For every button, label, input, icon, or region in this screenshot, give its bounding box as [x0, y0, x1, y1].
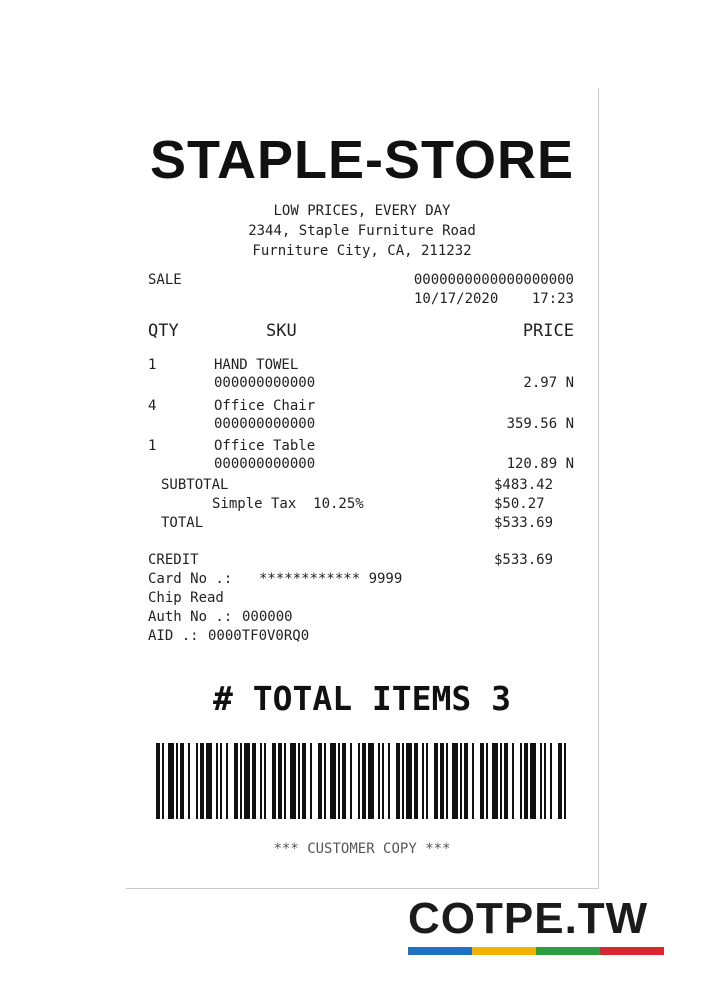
customer-copy: *** CUSTOMER COPY *** [273, 841, 451, 857]
barcode-bar [324, 743, 326, 819]
barcode-bar [378, 743, 380, 819]
barcode-bar [168, 743, 174, 819]
barcode-bar [226, 743, 228, 819]
barcode-bar [264, 743, 266, 819]
payment-method: CREDIT [148, 552, 199, 568]
item-qty: 4 [148, 398, 157, 414]
transaction-date: 10/17/2020 [414, 291, 499, 307]
column-price: PRICE [522, 321, 574, 341]
item-sku: 000000000000 [214, 456, 316, 472]
entry-mode: Chip Read [148, 590, 224, 606]
barcode-bar [206, 743, 212, 819]
barcode-bar [252, 743, 256, 819]
total-items: # TOTAL ITEMS 3 [212, 679, 511, 718]
barcode-bar [500, 743, 502, 819]
barcode-bar [240, 743, 242, 819]
barcode-bar [350, 743, 352, 819]
barcode-bar [338, 743, 340, 819]
item-name: Office Chair [214, 398, 316, 414]
barcode-bar [342, 743, 346, 819]
item-price: 359.56 N [506, 416, 574, 432]
barcode-bar [512, 743, 514, 819]
item-sku: 000000000000 [214, 416, 316, 432]
barcode-bar [216, 743, 218, 819]
barcode-bar [460, 743, 462, 819]
barcode-bar [388, 743, 390, 819]
payment-amount: $533.69 [494, 552, 554, 568]
column-qty: QTY [148, 321, 179, 341]
aid-value: 0000TF0V0RQ0 [208, 628, 310, 644]
barcode-bar [180, 743, 184, 819]
auth-number-label: Auth No .: [148, 609, 233, 625]
transaction-number: 0000000000000000000 [413, 272, 574, 288]
item-qty: 1 [148, 357, 157, 373]
barcode-bar [486, 743, 488, 819]
item-name: HAND TOWEL [214, 357, 299, 373]
barcode-bar [200, 743, 204, 819]
barcode-bar [284, 743, 286, 819]
barcode-bar [310, 743, 312, 819]
barcode-bar [480, 743, 484, 819]
card-number: ************ 9999 [259, 571, 403, 587]
auth-number: 000000 [242, 609, 293, 625]
card-number-label: Card No .: [148, 571, 233, 587]
barcode-bar [504, 743, 508, 819]
barcode-bar [260, 743, 262, 819]
barcode-bar [188, 743, 190, 819]
item-qty: 1 [148, 438, 157, 454]
barcode-bar [318, 743, 322, 819]
store-name: STAPLE-STORE [149, 130, 575, 190]
brand-stripe-yellow [472, 947, 536, 955]
subtotal-value: $483.42 [494, 477, 554, 493]
barcode-bar [426, 743, 428, 819]
barcode-bar [176, 743, 178, 819]
barcode-bar [406, 743, 412, 819]
barcode-bar [558, 743, 562, 819]
barcode-bar [162, 743, 164, 819]
barcode-bar [564, 743, 566, 819]
aid-label: AID .: [148, 628, 199, 644]
barcode-bar [540, 743, 542, 819]
barcode-bar [452, 743, 458, 819]
barcode-bar [302, 743, 306, 819]
barcode-bar [278, 743, 282, 819]
barcode-bar [396, 743, 400, 819]
item-price: 2.97 N [523, 375, 574, 391]
barcode-bar [472, 743, 474, 819]
barcode-bar [524, 743, 528, 819]
barcode-bar [544, 743, 546, 819]
barcode-bar [492, 743, 498, 819]
receipt [126, 88, 599, 889]
total-value: $533.69 [494, 515, 554, 531]
brand-stripe-green [536, 947, 600, 955]
brand-logo: COTPE.TW [408, 894, 649, 943]
brand-stripe-blue [408, 947, 472, 955]
store-slogan: LOW PRICES, EVERY DAY [273, 203, 451, 219]
barcode-bar [298, 743, 300, 819]
item-sku: 000000000000 [214, 375, 316, 391]
barcode-bar [330, 743, 336, 819]
barcode-bar [156, 743, 160, 819]
barcode-bar [358, 743, 360, 819]
barcode-bar [244, 743, 250, 819]
barcode-bar [402, 743, 404, 819]
barcode-bar [446, 743, 448, 819]
barcode-bar [196, 743, 198, 819]
brand-stripe-red [600, 947, 664, 955]
barcode-bar [290, 743, 296, 819]
total-label: TOTAL [161, 515, 204, 531]
barcode-bar [520, 743, 522, 819]
column-sku: SKU [266, 321, 297, 341]
barcode-bar [272, 743, 276, 819]
barcode-bar [382, 743, 384, 819]
item-price: 120.89 N [506, 456, 574, 472]
barcode-bar [440, 743, 444, 819]
item-name: Office Table [214, 438, 316, 454]
barcode-bar [530, 743, 536, 819]
barcode [156, 743, 568, 819]
transaction-type: SALE [148, 272, 182, 288]
barcode-bar [368, 743, 374, 819]
barcode-bar [550, 743, 552, 819]
barcode-bar [220, 743, 222, 819]
store-address-line1: 2344, Staple Furniture Road [248, 223, 476, 239]
store-address-line2: Furniture City, CA, 211232 [252, 243, 472, 259]
barcode-bar [464, 743, 468, 819]
barcode-bar [362, 743, 366, 819]
barcode-bar [422, 743, 424, 819]
transaction-time: 17:23 [531, 291, 574, 307]
barcode-bar [234, 743, 238, 819]
barcode-bar [434, 743, 438, 819]
tax-value: $50.27 [494, 496, 545, 512]
tax-label: Simple Tax 10.25% [212, 496, 364, 512]
subtotal-label: SUBTOTAL [161, 477, 229, 493]
barcode-bar [414, 743, 418, 819]
